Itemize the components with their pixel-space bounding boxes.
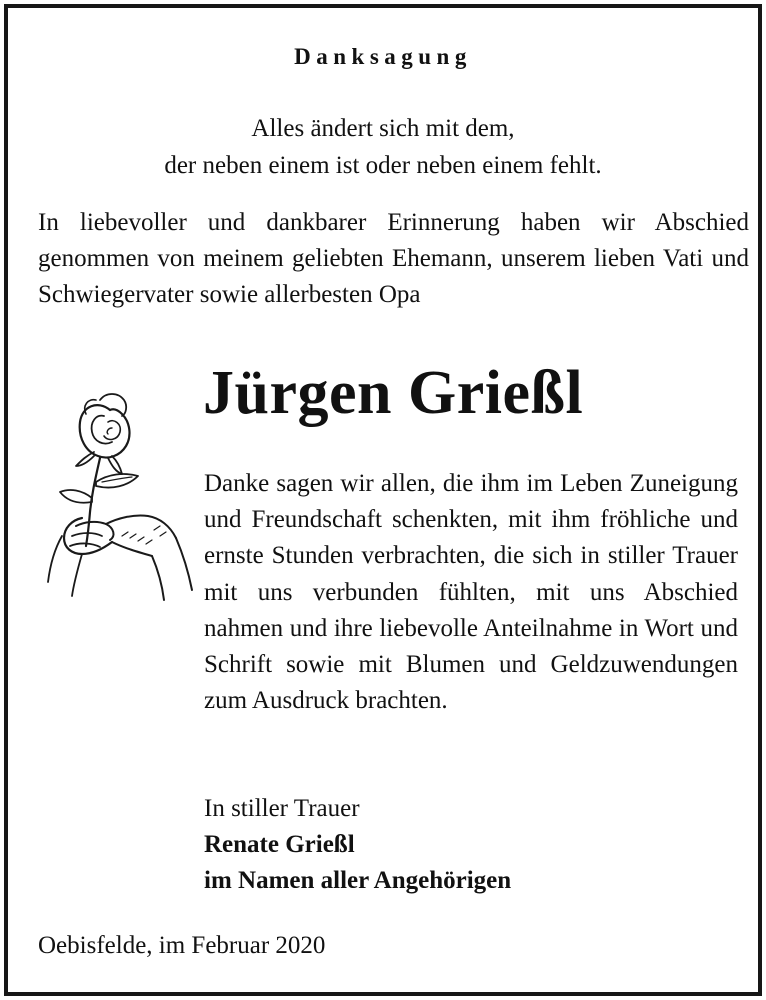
intro-paragraph: In liebevoller und dankbarer Erinnerung haben wir Abschied genommen von meinem geliebten Ehemann, unserem lieben Vati und Schwiegervater sowie allerbesten Opa [38,209,749,308]
motto-quote [8,110,758,184]
deceased-name: Jürgen Grießl [203,359,584,427]
notice-heading: Danksagung [294,44,472,69]
signoff-block [204,791,511,899]
signoff-line: In stiller Trauer [204,795,360,822]
rose-in-hand-icon [42,386,194,604]
obituary-notice [4,4,762,996]
signoff-family-line: im Namen aller Angehörigen [204,867,512,894]
signoff-mourner-name: Renate Grießl [204,831,355,858]
place-date: Oebisfelde, im Februar 2020 [38,932,326,959]
motto-line: der neben einem ist oder neben einem fehlt. [164,152,602,179]
motto-line: Alles ändert sich mit dem, [251,115,515,142]
thanks-paragraph: Danke sagen wir allen, die ihm im Leben Zuneigung und Freundschaft schenkten, mit ihm fröhliche und ernste Stunden verbrachten, die sich in stiller Trauer mit uns verbunden fühlten, mit uns Abschied nahmen und ihre liebevolle Anteilnahme in Wort und Schrift sowie mit Blumen und Geldzuwendungen zum Ausdruck brachten. [204,470,738,715]
